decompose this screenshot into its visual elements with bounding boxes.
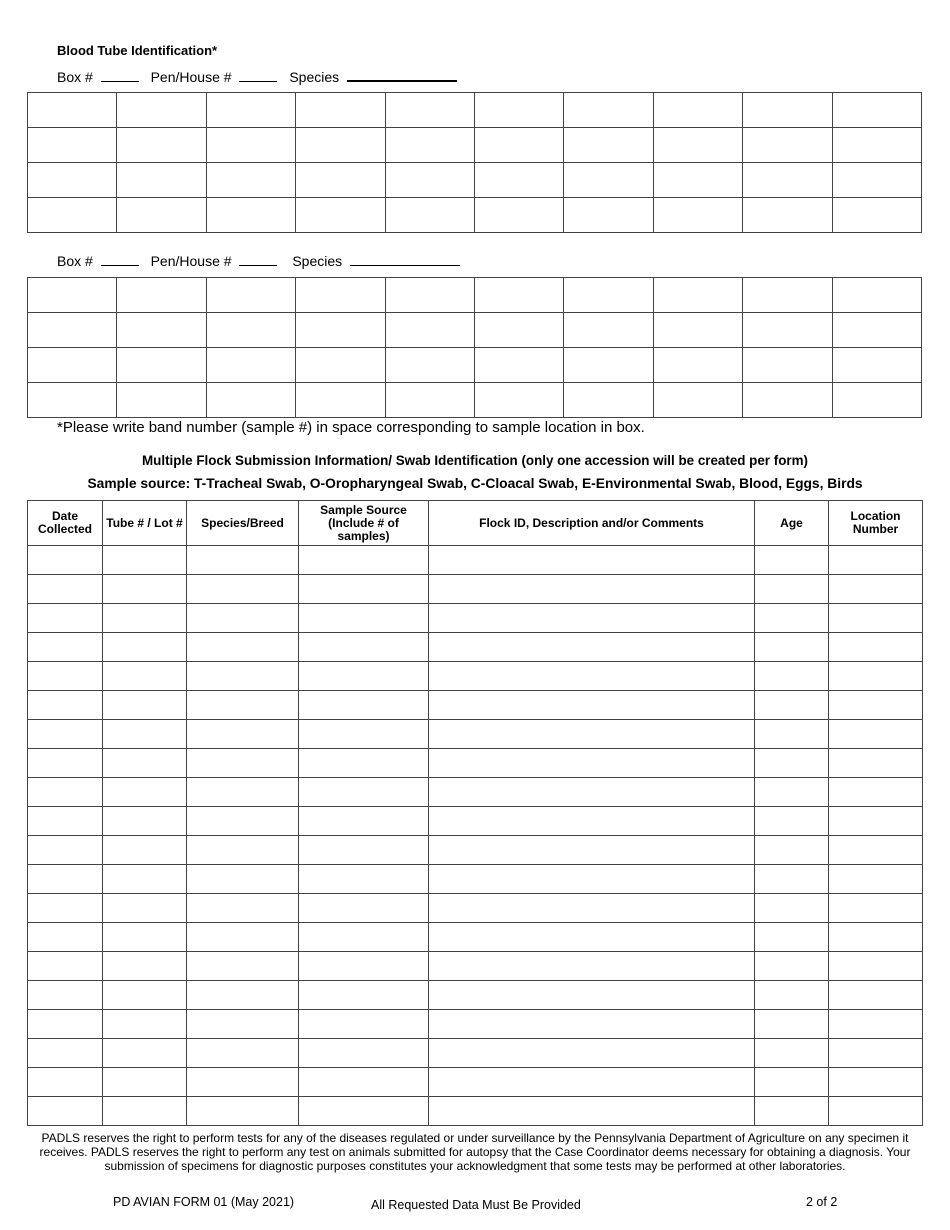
sample-cell[interactable] (653, 93, 742, 128)
entry-cell[interactable] (187, 952, 299, 981)
entry-cell[interactable] (829, 1097, 923, 1126)
entry-cell[interactable] (299, 749, 429, 778)
entry-cell[interactable] (299, 1010, 429, 1039)
sample-cell[interactable] (564, 198, 653, 233)
entry-cell[interactable] (755, 1068, 829, 1097)
sample-cell[interactable] (474, 313, 563, 348)
entry-cell[interactable] (187, 807, 299, 836)
entry-cell[interactable] (299, 546, 429, 575)
sample-cell[interactable] (743, 198, 832, 233)
sample-cell[interactable] (117, 278, 206, 313)
entry-cell[interactable] (187, 546, 299, 575)
band-number-note: *Please write band number (sample #) in space corresponding to sample location in box. (57, 419, 645, 436)
table-row (28, 575, 923, 604)
table-row (28, 1039, 923, 1068)
pen-label: Pen/House # (150, 69, 232, 85)
entry-cell[interactable] (28, 604, 103, 633)
entry-cell[interactable] (829, 749, 923, 778)
col-location-number: Location Number (829, 501, 923, 546)
entry-cell[interactable] (299, 1039, 429, 1068)
entry-cell[interactable] (829, 691, 923, 720)
entry-cell[interactable] (299, 604, 429, 633)
entry-cell[interactable] (429, 1039, 755, 1068)
entry-cell[interactable] (299, 1097, 429, 1126)
entry-cell[interactable] (299, 691, 429, 720)
entry-cell[interactable] (187, 575, 299, 604)
entry-cell[interactable] (829, 923, 923, 952)
table-header-row (28, 501, 923, 546)
col-date-collected: Date Collected (28, 501, 103, 546)
entry-cell[interactable] (103, 662, 187, 691)
entry-cell[interactable] (103, 575, 187, 604)
sample-cell[interactable] (296, 348, 385, 383)
grid-row (28, 383, 922, 418)
entry-cell[interactable] (103, 894, 187, 923)
entry-cell[interactable] (755, 1039, 829, 1068)
sample-cell[interactable] (206, 198, 295, 233)
col-age: Age (755, 501, 829, 546)
sample-cell[interactable] (832, 163, 921, 198)
sample-cell[interactable] (28, 383, 117, 418)
sample-cell[interactable] (296, 313, 385, 348)
table-row (28, 662, 923, 691)
entry-cell[interactable] (103, 952, 187, 981)
entry-cell[interactable] (829, 546, 923, 575)
table-row (28, 749, 923, 778)
species-field[interactable] (347, 68, 457, 82)
entry-cell[interactable] (429, 749, 755, 778)
entry-cell[interactable] (299, 952, 429, 981)
species-field[interactable] (350, 253, 460, 266)
grid-row (28, 163, 922, 198)
sample-cell[interactable] (832, 278, 921, 313)
sample-cell[interactable] (743, 93, 832, 128)
entry-cell[interactable] (103, 546, 187, 575)
pen-number-field[interactable] (239, 69, 277, 82)
entry-cell[interactable] (103, 836, 187, 865)
entry-cell[interactable] (429, 691, 755, 720)
entry-cell[interactable] (755, 575, 829, 604)
entry-cell[interactable] (28, 1068, 103, 1097)
entry-cell[interactable] (187, 604, 299, 633)
sample-cell[interactable] (206, 93, 295, 128)
entry-cell[interactable] (299, 923, 429, 952)
sample-cell[interactable] (743, 313, 832, 348)
entry-cell[interactable] (28, 633, 103, 662)
entry-cell[interactable] (755, 981, 829, 1010)
entry-cell[interactable] (103, 633, 187, 662)
sample-cell[interactable] (653, 198, 742, 233)
entry-cell[interactable] (187, 923, 299, 952)
entry-cell[interactable] (103, 1010, 187, 1039)
sample-cell[interactable] (474, 163, 563, 198)
sample-cell[interactable] (743, 128, 832, 163)
table-row (28, 633, 923, 662)
entry-cell[interactable] (187, 894, 299, 923)
sample-cell[interactable] (653, 313, 742, 348)
entry-cell[interactable] (829, 662, 923, 691)
sample-cell[interactable] (206, 348, 295, 383)
entry-cell[interactable] (755, 691, 829, 720)
sample-cell[interactable] (743, 278, 832, 313)
entry-cell[interactable] (28, 923, 103, 952)
entry-cell[interactable] (755, 749, 829, 778)
entry-cell[interactable] (755, 865, 829, 894)
sample-cell[interactable] (743, 383, 832, 418)
entry-cell[interactable] (28, 836, 103, 865)
entry-cell[interactable] (829, 836, 923, 865)
box-info-line-2 (57, 253, 460, 269)
entry-cell[interactable] (103, 981, 187, 1010)
sample-cell[interactable] (28, 313, 117, 348)
blood-tube-grid-1 (27, 92, 922, 233)
sample-cell[interactable] (206, 383, 295, 418)
entry-cell[interactable] (755, 1010, 829, 1039)
entry-cell[interactable] (755, 604, 829, 633)
sample-source-legend: Sample source: T-Tracheal Swab, O-Oropharyngeal Swab, C-Cloacal Swab, E-Environmental Swab, Blood, Eggs, Birds (87, 476, 863, 491)
entry-cell[interactable] (28, 952, 103, 981)
sample-cell[interactable] (564, 93, 653, 128)
entry-cell[interactable] (28, 894, 103, 923)
sample-cell[interactable] (832, 348, 921, 383)
entry-cell[interactable] (755, 546, 829, 575)
grid-row (28, 128, 922, 163)
sample-cell[interactable] (385, 198, 474, 233)
entry-cell[interactable] (755, 633, 829, 662)
sample-cell[interactable] (653, 163, 742, 198)
table-row (28, 1068, 923, 1097)
entry-cell[interactable] (187, 1068, 299, 1097)
sample-cell[interactable] (385, 313, 474, 348)
sample-cell[interactable] (117, 93, 206, 128)
sample-cell[interactable] (474, 128, 563, 163)
entry-cell[interactable] (103, 1097, 187, 1126)
entry-cell[interactable] (187, 981, 299, 1010)
sample-cell[interactable] (832, 313, 921, 348)
entry-cell[interactable] (187, 1097, 299, 1126)
entry-cell[interactable] (429, 923, 755, 952)
sample-cell[interactable] (28, 278, 117, 313)
sample-cell[interactable] (832, 93, 921, 128)
entry-cell[interactable] (103, 1068, 187, 1097)
entry-cell[interactable] (429, 807, 755, 836)
entry-cell[interactable] (829, 633, 923, 662)
box-number-field[interactable] (101, 253, 139, 266)
entry-cell[interactable] (28, 662, 103, 691)
grid-row (28, 313, 922, 348)
entry-cell[interactable] (187, 720, 299, 749)
sample-cell[interactable] (743, 163, 832, 198)
species-label: Species (292, 253, 343, 269)
entry-cell[interactable] (829, 894, 923, 923)
table-row (28, 691, 923, 720)
entry-cell[interactable] (103, 691, 187, 720)
entry-cell[interactable] (829, 865, 923, 894)
entry-cell[interactable] (829, 952, 923, 981)
entry-cell[interactable] (299, 575, 429, 604)
entry-cell[interactable] (187, 749, 299, 778)
sample-cell[interactable] (564, 128, 653, 163)
entry-cell[interactable] (755, 807, 829, 836)
box-label: Box # (57, 253, 93, 269)
entry-cell[interactable] (28, 778, 103, 807)
entry-cell[interactable] (299, 633, 429, 662)
padls-disclaimer: PADLS reserves the right to perform tests for any of the diseases regulated or under surveillance by the Pennsylvania Department of Agriculture on any specimen it receives. PADLS reserves the right to perform any test on animals submitted for autopsy that the Case Coordinator deems necessary for obtaining a diagnosis. Your submission of specimens for diagnostic purposes constitutes your acknowledgment that some tests may be performed at other laboratories. (39, 1131, 911, 1173)
entry-cell[interactable] (103, 604, 187, 633)
entry-cell[interactable] (429, 720, 755, 749)
sample-cell[interactable] (564, 278, 653, 313)
sample-cell[interactable] (385, 93, 474, 128)
entry-cell[interactable] (187, 1010, 299, 1039)
grid-row (28, 348, 922, 383)
entry-cell[interactable] (28, 1097, 103, 1126)
sample-cell[interactable] (474, 348, 563, 383)
entry-cell[interactable] (755, 662, 829, 691)
entry-cell[interactable] (755, 720, 829, 749)
sample-cell[interactable] (117, 313, 206, 348)
multi-flock-heading: Multiple Flock Submission Information/ Swab Identification (only one accession will be created per form) (142, 453, 808, 468)
entry-cell[interactable] (28, 865, 103, 894)
entry-cell[interactable] (429, 546, 755, 575)
table-row (28, 836, 923, 865)
entry-cell[interactable] (829, 575, 923, 604)
entry-cell[interactable] (28, 575, 103, 604)
entry-cell[interactable] (429, 575, 755, 604)
table-row (28, 1097, 923, 1126)
pen-number-field[interactable] (239, 253, 277, 266)
flock-submission-table (27, 500, 923, 1126)
entry-cell[interactable] (103, 778, 187, 807)
sample-cell[interactable] (206, 163, 295, 198)
grid-row (28, 278, 922, 313)
entry-cell[interactable] (103, 865, 187, 894)
sample-cell[interactable] (832, 383, 921, 418)
entry-cell[interactable] (829, 1039, 923, 1068)
sample-cell[interactable] (385, 383, 474, 418)
table-row (28, 865, 923, 894)
sample-cell[interactable] (296, 198, 385, 233)
sample-cell[interactable] (296, 128, 385, 163)
entry-cell[interactable] (755, 836, 829, 865)
sample-cell[interactable] (117, 163, 206, 198)
box-number-field[interactable] (101, 69, 139, 82)
table-row (28, 952, 923, 981)
sample-cell[interactable] (385, 163, 474, 198)
col-sample-source: Sample Source (Include # of samples) (299, 501, 429, 546)
sample-cell[interactable] (743, 348, 832, 383)
entry-cell[interactable] (755, 923, 829, 952)
entry-cell[interactable] (429, 604, 755, 633)
species-label: Species (289, 69, 340, 85)
col-tube-lot: Tube # / Lot # (103, 501, 187, 546)
entry-cell[interactable] (755, 1097, 829, 1126)
entry-cell[interactable] (103, 807, 187, 836)
entry-cell[interactable] (187, 691, 299, 720)
sample-cell[interactable] (564, 313, 653, 348)
entry-cell[interactable] (299, 720, 429, 749)
table-row (28, 807, 923, 836)
entry-cell[interactable] (829, 604, 923, 633)
entry-cell[interactable] (829, 981, 923, 1010)
sample-cell[interactable] (117, 383, 206, 418)
entry-cell[interactable] (829, 720, 923, 749)
col-species-breed: Species/Breed (187, 501, 299, 546)
entry-cell[interactable] (187, 633, 299, 662)
flock-table-body (28, 546, 923, 1126)
table-row (28, 778, 923, 807)
sample-cell[interactable] (385, 128, 474, 163)
sample-cell[interactable] (296, 278, 385, 313)
entry-cell[interactable] (429, 952, 755, 981)
entry-cell[interactable] (28, 691, 103, 720)
entry-cell[interactable] (299, 836, 429, 865)
entry-cell[interactable] (299, 662, 429, 691)
col-flock-id: Flock ID, Description and/or Comments (429, 501, 755, 546)
entry-cell[interactable] (829, 807, 923, 836)
entry-cell[interactable] (187, 836, 299, 865)
entry-cell[interactable] (299, 807, 429, 836)
entry-cell[interactable] (829, 1010, 923, 1039)
sample-cell[interactable] (474, 278, 563, 313)
pen-label: Pen/House # (150, 253, 232, 269)
sample-cell[interactable] (564, 383, 653, 418)
entry-cell[interactable] (429, 836, 755, 865)
sample-cell[interactable] (385, 348, 474, 383)
entry-cell[interactable] (28, 1010, 103, 1039)
entry-cell[interactable] (429, 981, 755, 1010)
grid-row (28, 93, 922, 128)
sample-cell[interactable] (28, 163, 117, 198)
entry-cell[interactable] (429, 662, 755, 691)
sample-cell[interactable] (296, 93, 385, 128)
entry-cell[interactable] (429, 1010, 755, 1039)
sample-cell[interactable] (474, 198, 563, 233)
table-row (28, 720, 923, 749)
entry-cell[interactable] (429, 633, 755, 662)
sample-cell[interactable] (296, 163, 385, 198)
grid-row (28, 198, 922, 233)
entry-cell[interactable] (429, 778, 755, 807)
entry-cell[interactable] (429, 1097, 755, 1126)
entry-cell[interactable] (299, 865, 429, 894)
entry-cell[interactable] (28, 546, 103, 575)
sample-cell[interactable] (653, 278, 742, 313)
entry-cell[interactable] (299, 894, 429, 923)
entry-cell[interactable] (429, 865, 755, 894)
sample-cell[interactable] (564, 163, 653, 198)
entry-cell[interactable] (187, 1039, 299, 1068)
sample-cell[interactable] (832, 198, 921, 233)
box-info-line-1 (57, 68, 457, 85)
entry-cell[interactable] (429, 894, 755, 923)
sample-cell[interactable] (28, 93, 117, 128)
table-row (28, 923, 923, 952)
sample-cell[interactable] (564, 348, 653, 383)
entry-cell[interactable] (103, 923, 187, 952)
sample-cell[interactable] (28, 128, 117, 163)
entry-cell[interactable] (28, 720, 103, 749)
sample-cell[interactable] (206, 313, 295, 348)
entry-cell[interactable] (299, 981, 429, 1010)
sample-cell[interactable] (385, 278, 474, 313)
entry-cell[interactable] (187, 865, 299, 894)
blood-tube-title: Blood Tube Identification* (57, 43, 218, 58)
entry-cell[interactable] (187, 778, 299, 807)
entry-cell[interactable] (28, 749, 103, 778)
sample-cell[interactable] (474, 383, 563, 418)
entry-cell[interactable] (187, 662, 299, 691)
entry-cell[interactable] (103, 720, 187, 749)
entry-cell[interactable] (103, 749, 187, 778)
sample-cell[interactable] (28, 198, 117, 233)
entry-cell[interactable] (755, 952, 829, 981)
sample-cell[interactable] (206, 128, 295, 163)
sample-cell[interactable] (28, 348, 117, 383)
blood-tube-grid-2 (27, 277, 922, 418)
table-row (28, 546, 923, 575)
entry-cell[interactable] (755, 778, 829, 807)
sample-cell[interactable] (832, 128, 921, 163)
box-label: Box # (57, 69, 93, 85)
required-data-note: All Requested Data Must Be Provided (371, 1198, 581, 1212)
sample-cell[interactable] (653, 348, 742, 383)
sample-cell[interactable] (117, 128, 206, 163)
entry-cell[interactable] (755, 894, 829, 923)
form-id: PD AVIAN FORM 01 (May 2021) (113, 1195, 295, 1209)
sample-cell[interactable] (653, 383, 742, 418)
sample-cell[interactable] (117, 198, 206, 233)
page-number: 2 of 2 (806, 1195, 838, 1209)
entry-cell[interactable] (829, 778, 923, 807)
sample-cell[interactable] (117, 348, 206, 383)
entry-cell[interactable] (28, 1039, 103, 1068)
entry-cell[interactable] (103, 1039, 187, 1068)
entry-cell[interactable] (28, 981, 103, 1010)
table-row (28, 894, 923, 923)
sample-cell[interactable] (206, 278, 295, 313)
entry-cell[interactable] (299, 1068, 429, 1097)
sample-cell[interactable] (474, 93, 563, 128)
entry-cell[interactable] (28, 807, 103, 836)
table-row (28, 604, 923, 633)
entry-cell[interactable] (299, 778, 429, 807)
entry-cell[interactable] (429, 1068, 755, 1097)
entry-cell[interactable] (829, 1068, 923, 1097)
sample-cell[interactable] (653, 128, 742, 163)
sample-cell[interactable] (296, 383, 385, 418)
table-row (28, 981, 923, 1010)
table-row (28, 1010, 923, 1039)
